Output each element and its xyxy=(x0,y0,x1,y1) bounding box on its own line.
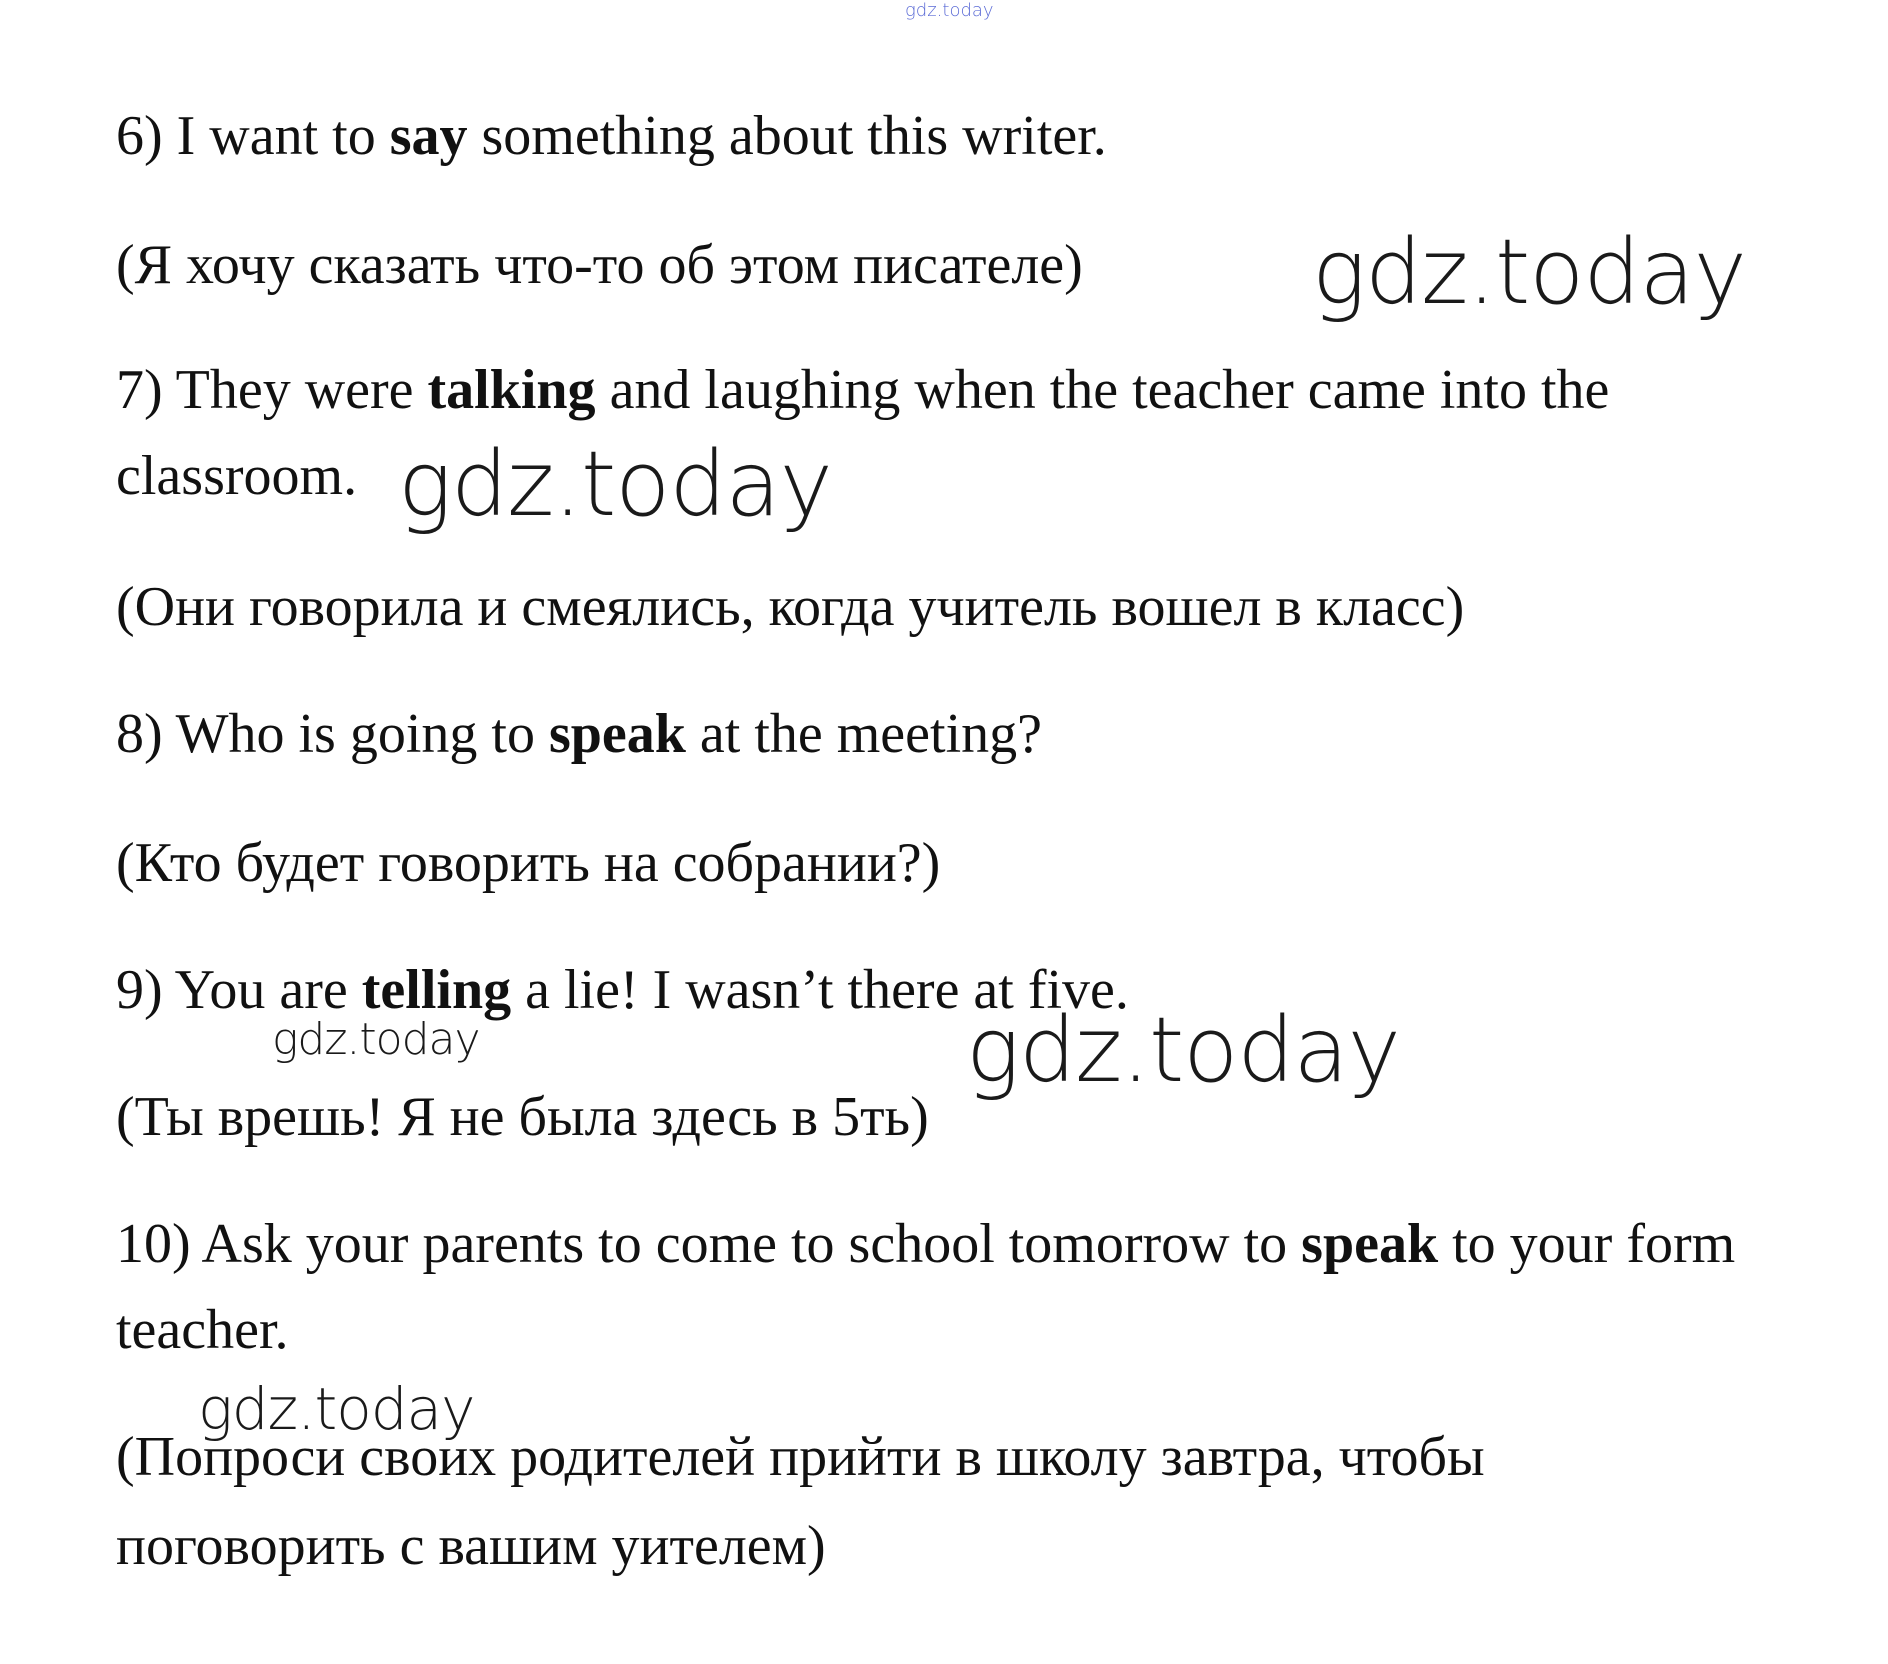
sentence-9-translation: (Ты врешь! Я не была здесь в 5ть) xyxy=(116,1086,929,1148)
sentence-6-english: 6) I want to say something about this writer. xyxy=(116,105,1107,167)
sentence-10-translation: (Попроси своих родителей прийти в школу завтра, чтобы xyxy=(116,1426,1485,1488)
watermark: gdz.today xyxy=(198,1375,475,1443)
sentence-8-translation: (Кто будет говорить на собрании?) xyxy=(116,832,941,894)
sentence-10-english-continued: teacher. xyxy=(116,1299,289,1361)
key-word: speak xyxy=(548,703,686,765)
sentence-10-english: 10) Ask your parents to come to school tomorrow to speak to your form xyxy=(116,1213,1736,1275)
sentence-8-english: 8) Who is going to speak at the meeting? xyxy=(116,703,1042,765)
watermark: gdz.today xyxy=(272,1014,480,1065)
watermark: gdz.today xyxy=(966,998,1400,1103)
sentence-7-english-continued: classroom. xyxy=(116,445,358,507)
key-word: talking xyxy=(427,359,596,421)
sentence-6-translation: (Я хочу сказать что-то об этом писателе) xyxy=(116,234,1083,296)
sentence-7-english: 7) They were talking and laughing when the teacher came into the xyxy=(116,359,1610,421)
watermark: gdz.today xyxy=(398,432,832,537)
key-word: speak xyxy=(1301,1213,1439,1275)
key-word: telling xyxy=(361,959,512,1021)
sentence-10-translation-continued: поговорить с вашим уителем) xyxy=(116,1515,826,1577)
sentence-7-translation: (Они говорила и смеялись, когда учитель вошел в класс) xyxy=(116,576,1465,638)
watermark: gdz.today xyxy=(1312,220,1746,325)
watermark-top: gdz.today xyxy=(905,0,994,21)
key-word: say xyxy=(389,105,468,167)
sentence-9-english: 9) You are telling a lie! I wasn’t there at five. xyxy=(116,959,1129,1021)
